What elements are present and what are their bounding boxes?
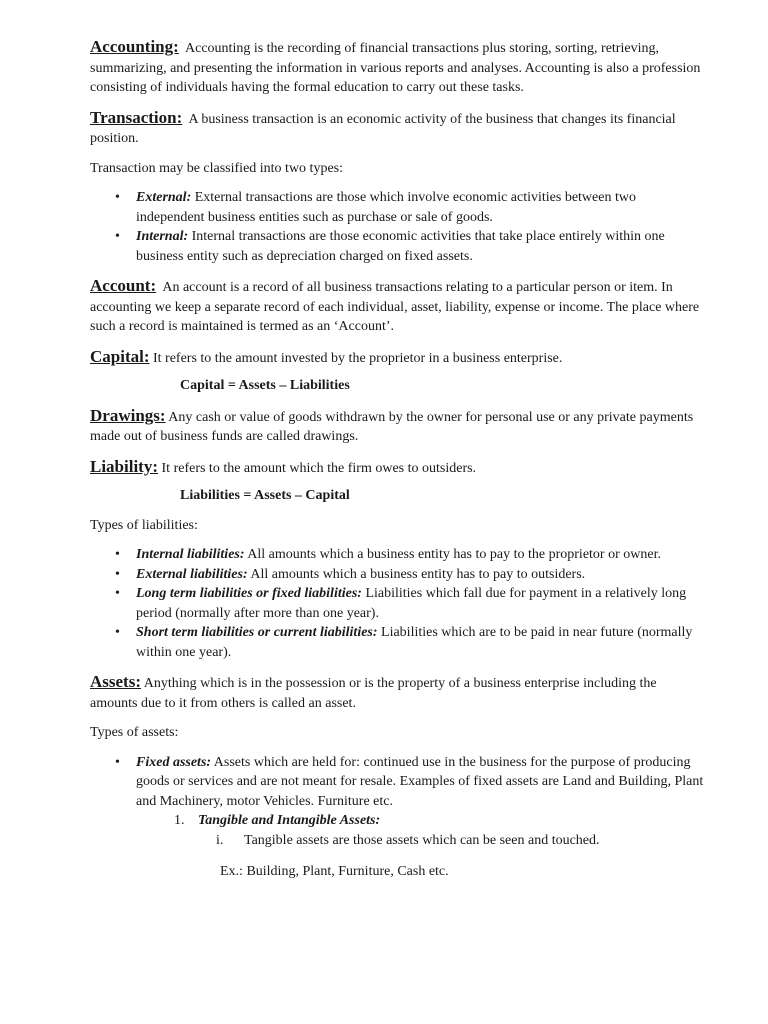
liability-type-text: Liabilities which fall due for payment in a relatively long period (normally after more than one year). — [136, 586, 687, 621]
capital-term: Capital: — [90, 346, 150, 366]
list-item — [90, 584, 705, 623]
assets-intro: Types of assets: — [90, 725, 179, 740]
tangible-definition-item — [90, 831, 705, 851]
accounting-paragraph — [90, 37, 705, 98]
asset-types-list — [90, 753, 705, 812]
liability-type-label: Long term liabilities or fixed liabilities: — [136, 586, 362, 601]
assets-paragraph — [90, 672, 705, 713]
capital-paragraph — [90, 347, 705, 369]
accounting-definition: Accounting is the recording of financial transactions plus storing, sorting, retrieving, summarizing, and presenting the information in various reports and analyses. Accounting is also a profession consisting of individuals having the formal education to carry out these tasks. — [90, 41, 701, 95]
bullet-icon: • — [115, 229, 120, 244]
capital-formula: Capital = Assets – Liabilities — [180, 378, 350, 393]
bullet-icon: • — [115, 754, 120, 770]
bullet-icon: • — [115, 547, 120, 562]
liability-type-label: External liabilities: — [136, 566, 248, 582]
tangible-example: Ex.: Building, Plant, Furniture, Cash etc. — [220, 864, 449, 879]
liability-type-label: Short term liabilities or current liabilities: — [136, 625, 378, 640]
liability-type-text: All amounts which a business entity has to pay to the proprietor or owner. — [247, 547, 661, 562]
account-term: Account: — [90, 276, 157, 295]
transaction-type-label: External: — [136, 190, 192, 205]
document-body — [90, 37, 705, 882]
list-item — [90, 188, 705, 227]
liability-paragraph — [90, 457, 705, 479]
capital-definition: It refers to the amount invested by the proprietor in a business enterprise. — [153, 350, 563, 366]
account-paragraph — [90, 276, 705, 337]
liability-intro: Types of liabilities: — [90, 517, 198, 533]
asset-type-text: Assets which are held for: continued use in the business for the purpose of producing goods or services and are not meant for resale. Examples of fixed assets are Land and Building, Plant and Machinery, motor Vehicles. Furniture etc. — [136, 754, 704, 809]
bullet-icon: • — [115, 586, 120, 601]
liability-type-text: All amounts which a business entity has to pay to outsiders. — [250, 566, 586, 582]
sub-heading-label: Tangible and Intangible Assets: — [198, 813, 381, 828]
list-item — [90, 545, 705, 565]
assets-term: Assets: — [90, 672, 141, 691]
transaction-type-label: Internal: — [136, 229, 189, 244]
drawings-definition: Any cash or value of goods withdrawn by the owner for personal use or any private payments made out of business funds are called drawings. — [90, 409, 694, 444]
transaction-type-text: External transactions are those which involve economic activities between two independent business entities such as purchase or sale of goods. — [136, 190, 636, 225]
transaction-types-list — [90, 188, 705, 266]
accounting-term: Accounting: — [90, 37, 179, 56]
transaction-term: Transaction: — [90, 107, 183, 127]
drawings-paragraph — [90, 406, 705, 447]
bullet-icon: • — [115, 625, 120, 640]
liability-type-text: Liabilities which are to be paid in near future (normally within one year). — [136, 625, 693, 660]
liability-formula: Liabilities = Assets – Capital — [180, 488, 350, 503]
transaction-intro: Transaction may be classified into two types: — [90, 160, 343, 176]
transaction-definition: A business transaction is an economic activity of the business that changes its financial position. — [90, 111, 676, 146]
bullet-icon: • — [115, 190, 120, 205]
list-numeral: i. — [216, 832, 224, 848]
list-number: 1. — [174, 813, 185, 828]
list-item — [90, 227, 705, 266]
transaction-type-text: Internal transactions are those economic activities that take place entirely within one business entity such as depreciation charged on fixed assets. — [136, 229, 665, 264]
assets-definition: Anything which is in the possession or is the property of a business enterprise including the amounts due to it from others is called an asset. — [90, 676, 657, 711]
liability-term: Liability: — [90, 456, 159, 476]
liability-type-label: Internal liabilities: — [136, 547, 245, 562]
list-item — [90, 623, 705, 662]
liability-definition: It refers to the amount which the firm owes to outsiders. — [161, 460, 477, 476]
tangible-intangible-heading — [90, 811, 705, 831]
bullet-icon: • — [115, 566, 120, 582]
account-definition: An account is a record of all business transactions relating to a particular person or item. In accounting we keep a separate record of each individual, asset, liability, expense or income. The place where such a record is maintained is termed as an ‘Account’. — [90, 280, 700, 334]
list-item — [90, 565, 705, 585]
drawings-term: Drawings: — [90, 405, 166, 425]
liability-types-list — [90, 545, 705, 662]
list-item — [90, 753, 705, 812]
asset-type-label: Fixed assets: — [136, 754, 212, 770]
tangible-definition-text: Tangible assets are those assets which can be seen and touched. — [244, 832, 600, 848]
transaction-paragraph — [90, 108, 705, 149]
